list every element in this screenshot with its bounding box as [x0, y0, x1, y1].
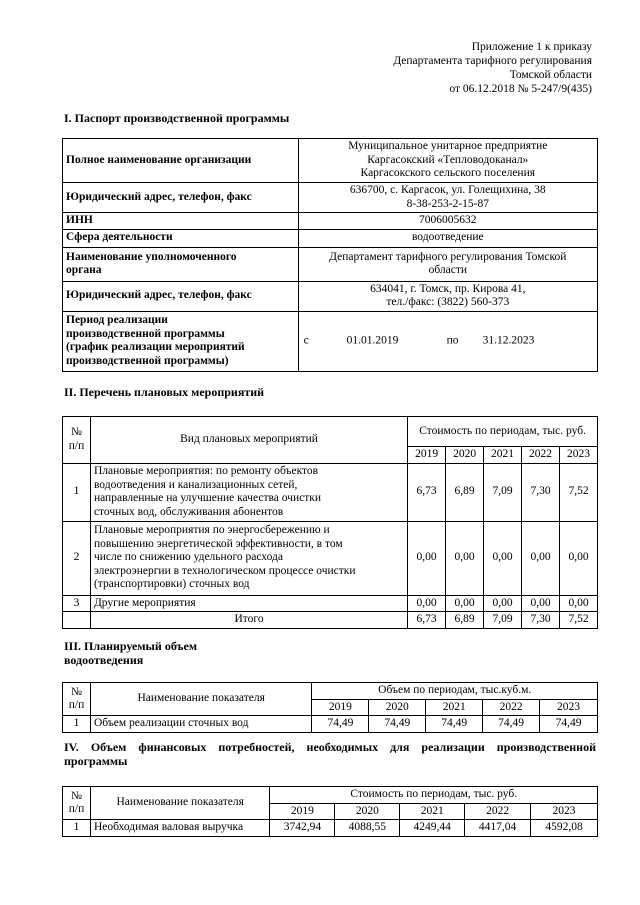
total-value: 7,09: [484, 612, 522, 629]
row-value: 4592,08: [531, 820, 598, 837]
table-row: [63, 820, 598, 837]
year-header: 2022: [483, 699, 540, 716]
row-value: 7,09: [484, 463, 522, 521]
row-label: Юридический адрес, телефон, факс: [63, 281, 299, 311]
row-num: 3: [63, 595, 91, 612]
period-to-word: по: [446, 334, 459, 347]
row-name: Другие мероприятия: [90, 595, 407, 612]
col-num-header: № п/п: [63, 417, 91, 464]
row-name: Объем реализации сточных вод: [90, 716, 311, 733]
row-value: 0,00: [522, 595, 560, 612]
col-num-header: № п/п: [63, 787, 91, 820]
total-value: 6,73: [408, 612, 446, 629]
finance-table: [62, 786, 598, 837]
table-row: [63, 247, 598, 281]
row-value: 74,49: [312, 716, 369, 733]
row-num: 1: [63, 463, 91, 521]
year-header: 2020: [369, 699, 426, 716]
col-name-header: Наименование показателя: [90, 683, 311, 716]
col-cost-header: Стоимость по периодам, тыс. руб.: [270, 787, 598, 804]
row-value: 6,89: [446, 463, 484, 521]
total-value: 7,30: [522, 612, 560, 629]
row-value: 0,00: [484, 595, 522, 612]
row-value: 74,49: [540, 716, 598, 733]
section3-title: III. Планируемый объем водоотведения: [64, 639, 198, 667]
row-label: Юридический адрес, телефон, факс: [63, 183, 299, 213]
row-value: 0,00: [446, 595, 484, 612]
table-row: [63, 183, 598, 213]
appendix-line: от 06.12.2018 № 5-247/9(435): [449, 83, 592, 95]
table-row: [63, 139, 598, 183]
year-header: 2023: [531, 803, 598, 820]
table-header-row: [63, 683, 598, 700]
year-header: 2021: [400, 803, 465, 820]
section2-title: II. Перечень плановых мероприятий: [64, 385, 265, 399]
row-label: Сфера деятельности: [63, 229, 299, 247]
row-label: Наименование уполномоченного органа: [63, 247, 299, 281]
table-row: [63, 521, 598, 595]
year-header: 2022: [465, 803, 531, 820]
year-header: 2020: [446, 447, 484, 464]
row-value: 0,00: [446, 521, 484, 595]
total-label: Итого: [90, 612, 407, 629]
row-num: 1: [63, 716, 91, 733]
section4-title: IV. Объем финансовых потребностей, необходимых для реализации производственной программы: [64, 740, 596, 768]
year-header: 2020: [335, 803, 400, 820]
row-value: 0,00: [522, 521, 560, 595]
col-name-header: Вид плановых мероприятий: [90, 417, 407, 464]
appendix-line: Департамента тарифного регулирования: [393, 55, 592, 67]
section1-title: I. Паспорт производственной программы: [64, 111, 290, 125]
year-header: 2019: [408, 447, 446, 464]
year-header: 2023: [540, 699, 598, 716]
period-label: Период реализации производственной программы (график реализации мероприятий производственной программы): [63, 311, 299, 371]
row-value: 4088,55: [335, 820, 400, 837]
period-from-date: 01.01.2019: [346, 334, 399, 347]
row-value: 6,73: [408, 463, 446, 521]
row-value: водоотведение: [298, 229, 597, 247]
row-num: 2: [63, 521, 91, 595]
row-name: Плановые мероприятия: по ремонту объектов водоотведения и канализационных сетей, направленные на улучшение качества очистки сточных вод, обслуживания абонентов: [90, 463, 407, 521]
period-to-date: 31.12.2023: [482, 334, 535, 347]
year-header: 2021: [484, 447, 522, 464]
row-value: 74,49: [483, 716, 540, 733]
row-value: 74,49: [426, 716, 483, 733]
row-name: Плановые мероприятия по энергосбережению и повышению энергетической эффективности, в том числе по снижению удельного расхода электроэнергии в технологическом процессе очистки (транспортировки) сточных вод: [90, 521, 407, 595]
year-header: 2022: [522, 447, 560, 464]
year-header: 2019: [270, 803, 335, 820]
period-value: [298, 311, 597, 371]
table-row: [63, 595, 598, 612]
row-value: 7006005632: [298, 213, 597, 230]
table-row: [63, 716, 598, 733]
row-num: 1: [63, 820, 91, 837]
year-header: 2021: [426, 699, 483, 716]
row-value: 3742,94: [270, 820, 335, 837]
row-value: 4417,04: [465, 820, 531, 837]
table-row: [63, 229, 598, 247]
row-value: 634041, г. Томск, пр. Кирова 41, тел./факс: (3822) 560-373: [298, 281, 597, 311]
row-value: Департамент тарифного регулирования Томской области: [298, 247, 597, 281]
passport-table: [62, 138, 598, 372]
row-value: 0,00: [408, 595, 446, 612]
appendix-line: Приложение 1 к приказу: [471, 41, 592, 53]
table-row: [63, 311, 598, 371]
table-total-row: [63, 612, 598, 629]
col-volume-header: Объем по периодам, тыс.куб.м.: [312, 683, 598, 700]
row-value: 7,52: [560, 463, 598, 521]
row-label: ИНН: [63, 213, 299, 230]
row-value: 0,00: [408, 521, 446, 595]
period-from-word: с: [303, 334, 309, 347]
row-label: Полное наименование организации: [63, 139, 299, 183]
row-value: 7,30: [522, 463, 560, 521]
col-num-header: № п/п: [63, 683, 91, 716]
row-value: 4249,44: [400, 820, 465, 837]
col-cost-header: Стоимость по периодам, тыс. руб.: [408, 417, 598, 447]
row-value: Муниципальное унитарное предприятие Каргасокский «Тепловодоканал» Каргасокского сельского поселения: [298, 139, 597, 183]
appendix-header: [393, 40, 592, 96]
volume-table: [62, 682, 598, 733]
table-header-row: [63, 787, 598, 804]
table-row: [63, 463, 598, 521]
row-value: 636700, с. Каргасок, ул. Голещихина, 38 8-38-253-2-15-87: [298, 183, 597, 213]
row-name: Необходимая валовая выручка: [90, 820, 270, 837]
table-row: [63, 213, 598, 230]
total-value: 6,89: [446, 612, 484, 629]
total-value: 7,52: [560, 612, 598, 629]
row-value: 0,00: [484, 521, 522, 595]
row-value: 0,00: [560, 521, 598, 595]
table-header-row: [63, 417, 598, 447]
col-name-header: Наименование показателя: [90, 787, 270, 820]
appendix-line: Томской области: [509, 69, 592, 81]
measures-table: [62, 416, 598, 629]
total-num: [63, 612, 91, 629]
row-value: 0,00: [560, 595, 598, 612]
table-row: [63, 281, 598, 311]
year-header: 2019: [312, 699, 369, 716]
row-value: 74,49: [369, 716, 426, 733]
year-header: 2023: [560, 447, 598, 464]
